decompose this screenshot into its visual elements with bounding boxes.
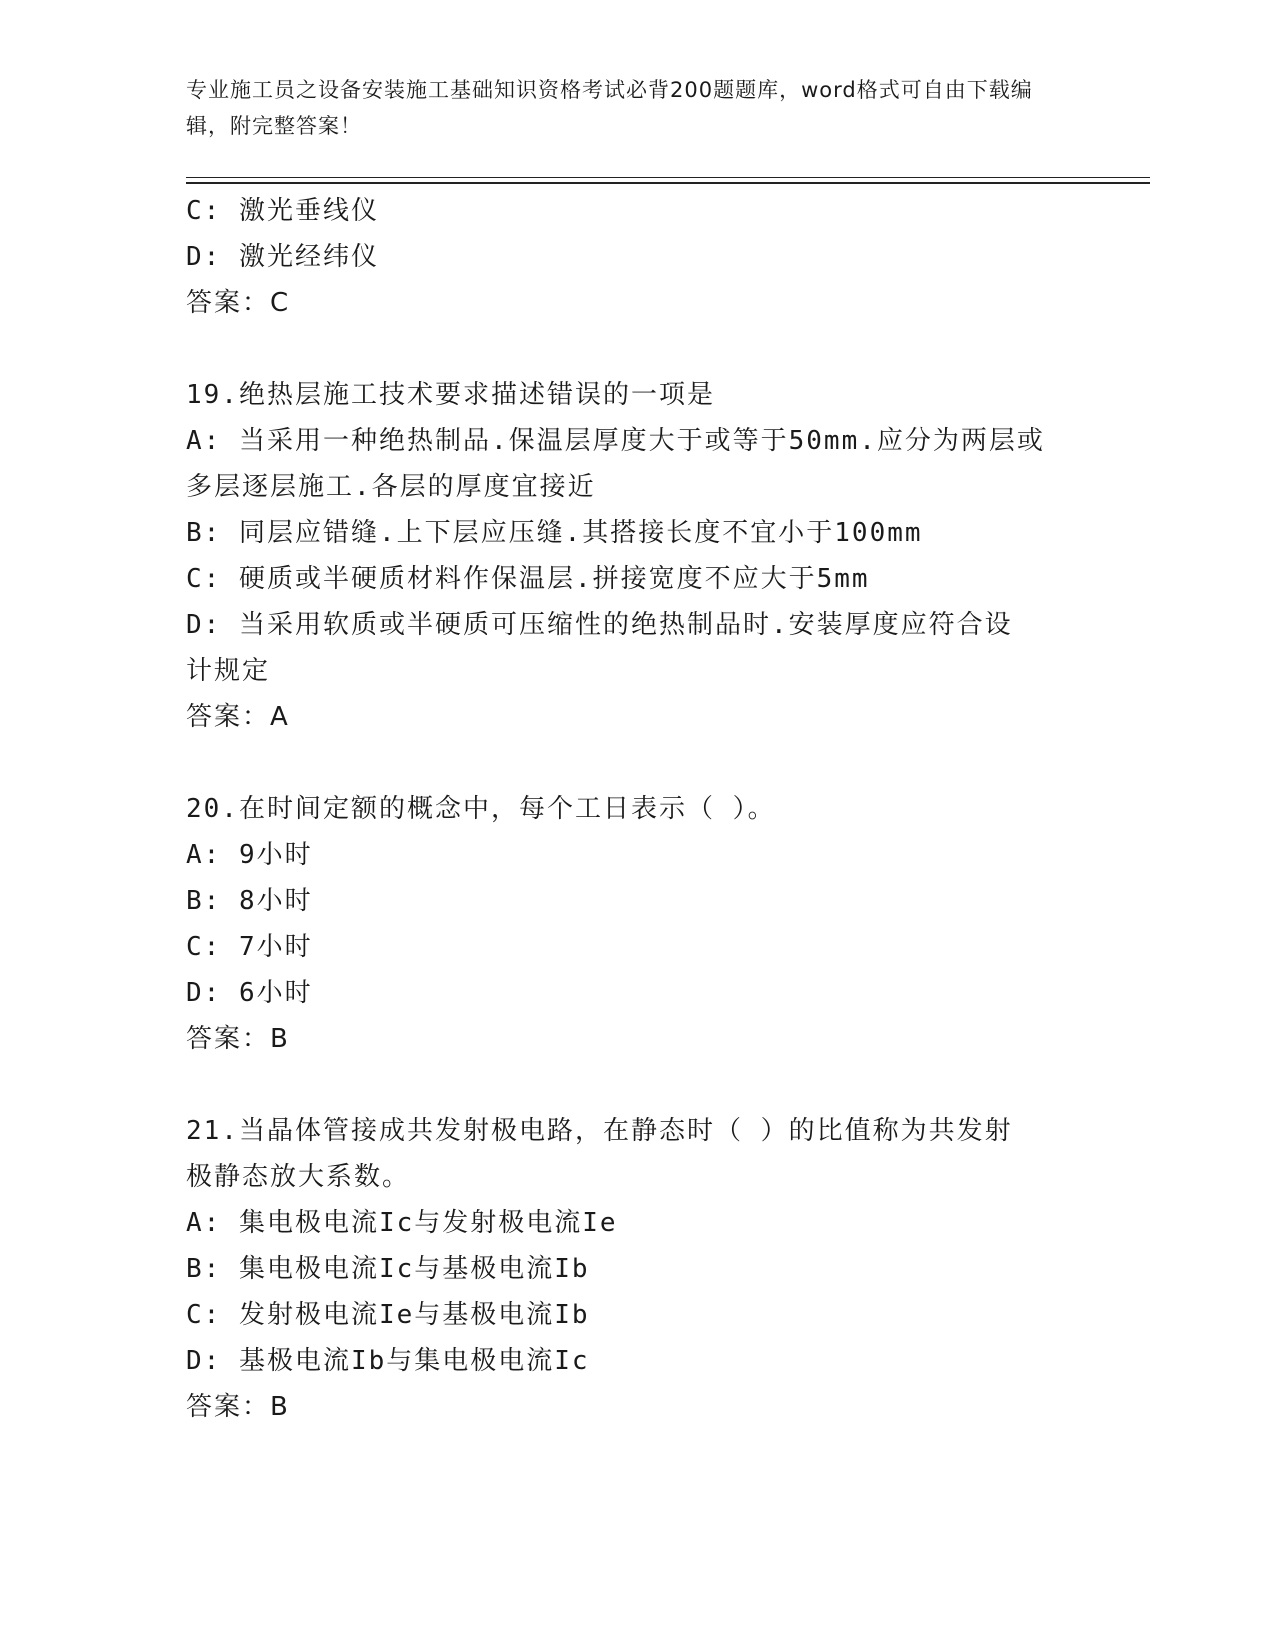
spacer xyxy=(186,326,1086,372)
answer-line: 答案：A xyxy=(186,702,290,732)
question-stem: 21.当晶体管接成共发射极电路，在静态时（ ）的比值称为共发射极静态放大系数。 xyxy=(186,1116,1013,1192)
option-c: C: 发射极电流Ie与基极电流Ib xyxy=(186,1300,590,1330)
option-c: C: 硬质或半硬质材料作保温层.拼接宽度不应大于5mm xyxy=(186,564,870,594)
answer-line: 答案：B xyxy=(186,1392,290,1422)
document-header: 专业施工员之设备安装施工基础知识资格考试必背200题题库，word格式可自由下载编辑，附完整答案！ xyxy=(186,78,1033,138)
option-d: D: 激光经纬仪 xyxy=(186,242,379,272)
spacer xyxy=(186,740,1086,786)
option-b: B: 集电极电流Ic与基极电流Ib xyxy=(186,1254,590,1284)
option-d: D: 当采用软质或半硬质可压缩性的绝热制品时.安装厚度应符合设计规定 xyxy=(186,610,1013,686)
option-d: D: 基极电流Ib与集电极电流Ic xyxy=(186,1346,590,1376)
option-a: A: 集电极电流Ic与发射极电流Ie xyxy=(186,1208,618,1238)
option-a: A: 当采用一种绝热制品.保温层厚度大于或等于50mm.应分为两层或多层逐层施工.各层的厚度宜接近 xyxy=(186,426,1045,502)
header-divider-thin xyxy=(186,177,1150,178)
question-stem: 19.绝热层施工技术要求描述错误的一项是 xyxy=(186,380,715,410)
answer-line: 答案：C xyxy=(186,288,291,318)
header-divider-thick xyxy=(186,182,1150,184)
option-d: D: 6小时 xyxy=(186,978,313,1008)
question-19 xyxy=(186,372,1086,740)
option-c: C: 激光垂线仪 xyxy=(186,196,379,226)
option-a: A: 9小时 xyxy=(186,840,313,870)
spacer xyxy=(186,1062,1086,1108)
answer-line: 答案：B xyxy=(186,1024,290,1054)
question-stem: 20.在时间定额的概念中，每个工日表示（ ）。 xyxy=(186,794,776,824)
question-18 xyxy=(186,188,1086,326)
question-list xyxy=(186,188,1086,1430)
option-b: B: 同层应错缝.上下层应压缝.其搭接长度不宜小于100mm xyxy=(186,518,923,548)
option-b: B: 8小时 xyxy=(186,886,313,916)
question-20 xyxy=(186,786,1086,1062)
question-21 xyxy=(186,1108,1086,1430)
option-c: C: 7小时 xyxy=(186,932,313,962)
